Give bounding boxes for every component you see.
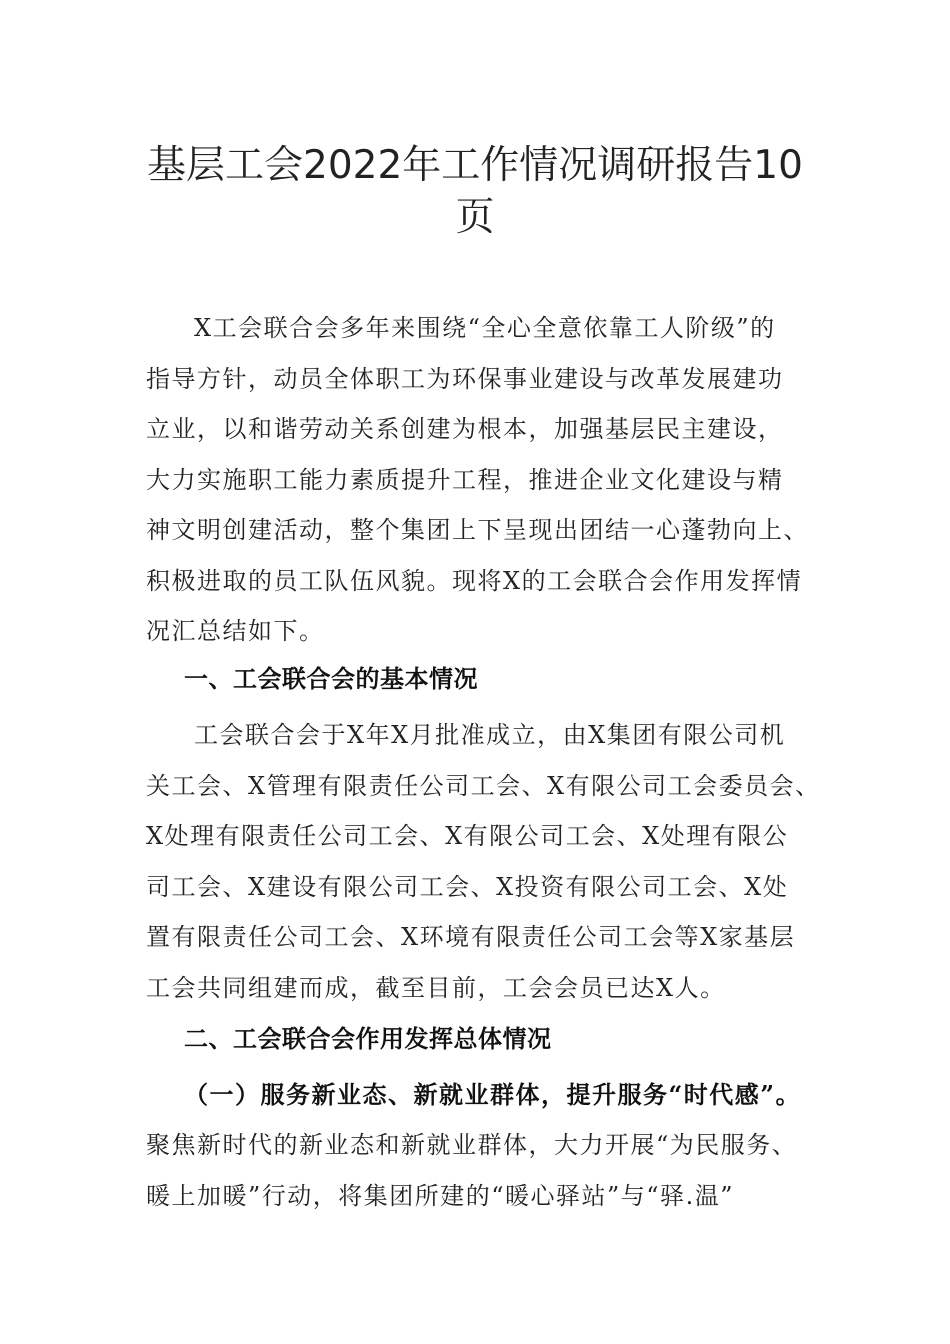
section-heading: 二、工会联合会作用发挥总体情况 [184,1025,552,1053]
paragraph-line: 大力实施职工能力素质提升工程，推进企业文化建设与精 [146,465,784,494]
paragraph-line: 神文明创建活动，整个集团上下呈现出团结一心蓬勃向上、 [146,516,809,544]
paragraph-line: 关工会、X管理有限责任公司工会、X有限公司工会委员会、 [146,771,821,800]
paragraph-line: 工会联合会于X年X月批准成立，由X集团有限公司机 [194,721,786,749]
subsection-heading-text: （一）服务新业态、新就业群体，提升服务“时代感”。 [184,1080,802,1109]
subsection-heading [184,1070,801,1120]
section1-paragraph [146,710,821,1013]
title-line: 基层工会2022年工作情况调研报告10 [147,143,803,188]
document-title [140,140,810,244]
title-line: 页 [455,195,495,240]
paragraph-line: 立业，以和谐劳动关系创建为根本，加强基层民主建设， [146,415,784,443]
subsection1-paragraph [146,1120,816,1221]
paragraph-line: 积极进取的员工队伍风貌。现将X的工会联合会作用发挥情 [146,566,803,595]
paragraph-line: X处理有限责任公司工会、X有限公司工会、X处理有限公 [146,822,789,850]
paragraph-line: 聚焦新时代的新业态和新就业群体，大力开展“为民服务、 [146,1131,798,1159]
intro-paragraph [146,303,816,657]
paragraph-line: 工会共同组建而成，截至目前，工会会员已达X人。 [146,973,726,1002]
paragraph-line: 况汇总结如下。 [146,617,325,645]
paragraph-line: 指导方针，动员全体职工为环保事业建设与改革发展建功 [146,364,784,393]
section-heading: 一、工会联合会的基本情况 [184,665,478,693]
paragraph-line: 置有限责任公司工会、X环境有限责任公司工会等X家基层 [146,923,796,951]
paragraph-line: 暖上加暖”行动，将集团所建的“暖心驿站”与“驿.温” [146,1181,734,1210]
paragraph-line: X工会联合会多年来围绕“全心全意依靠工人阶级”的 [194,314,776,342]
paragraph-line: 司工会、X建设有限公司工会、X投资有限公司工会、X处 [146,872,789,901]
